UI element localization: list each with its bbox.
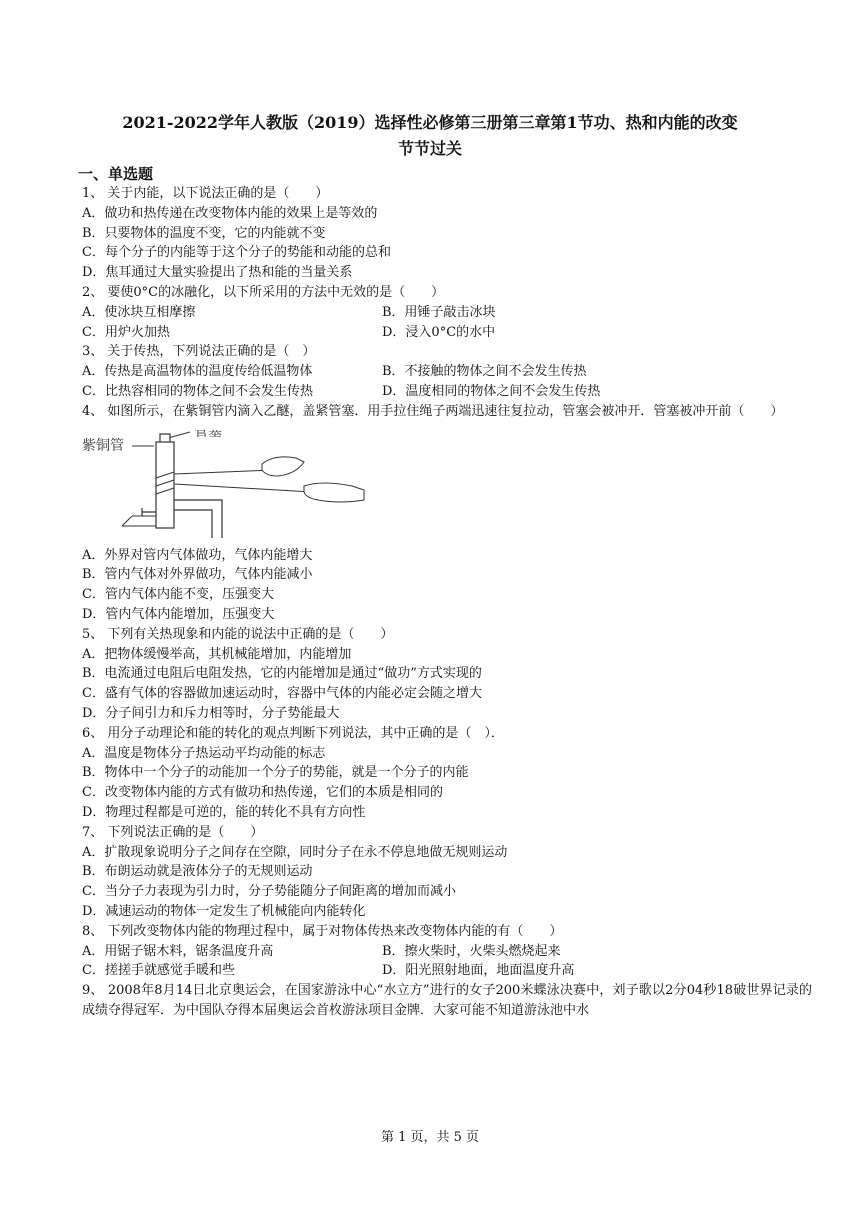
page-footer: 第 1 页，共 5 页 — [380, 1130, 480, 1145]
question-list — [78, 164, 812, 1021]
question-7-stem: 7、 下列说法正确的是（ ） — [82, 824, 264, 840]
question-1-option-b: B．只要物体的温度不变，它的内能就不变 — [82, 225, 326, 241]
question-7-option-d: D．减速运动的物体一定发生了机械能向内能转化 — [82, 903, 366, 919]
question-7-option-c: C．当分子力表现为引力时，分子势能随分子间距离的增加而减小 — [82, 884, 456, 900]
question-4-option-d: D．管内气体内能增加，压强变大 — [82, 606, 275, 622]
question-6-stem: 6、 用分子动理论和能的转化的观点判断下列说法，其中正确的是（ ）． — [82, 725, 504, 741]
question-6-option-b: B．物体中一个分子的动能加一个分子的势能，就是一个分子的内能 — [82, 765, 469, 781]
clamp-base — [122, 516, 156, 526]
section-heading: 一、单选题 — [78, 165, 154, 183]
question-4-option-b: B．管内气体对外界做功，气体内能减小 — [82, 567, 313, 583]
question-7-option-b: B．布朗运动就是液体分子的无规则运动 — [82, 864, 313, 880]
document-title — [60, 110, 800, 162]
question-4-option-a: A．外界对管内气体做功，气体内能增大 — [82, 547, 313, 563]
title-line-1: 2021-2022学年人教版（2019）选择性必修第三册第三章第1节功、热和内能的改变 — [122, 113, 738, 132]
question-8-option-a: A．用锯子锯木料，锯条温度升高 — [82, 943, 274, 959]
figure-label-copper-tube: 紫铜管 — [82, 437, 124, 454]
figure-label-plug: 管塞 — [194, 429, 222, 440]
question-6-option-d: D．物理过程都是可逆的，能的转化不具有方向性 — [82, 804, 366, 820]
question-3-options-row-1 — [82, 362, 812, 382]
question-8-option-d: D．阳光照射地面，地面温度升高 — [382, 963, 575, 979]
question-8-options-row-2 — [82, 961, 812, 981]
question-9-stem: 9、 2008年8月14日北京奥运会，在国家游泳中心“水立方”进行的女子200米蝶泳决赛中，刘子歌以2分04秒18破世界记录的成绩夺得冠军．为中国队夺得本届奥运会首枚游泳项目金牌．大家可能不知道游泳池中水 — [82, 983, 812, 1018]
question-8-option-c: C．搓搓手就感觉手暖和些 — [82, 963, 235, 979]
question-1-option-c: C．每个分子的内能等于这个分子的势能和动能的总和 — [82, 245, 391, 261]
question-2-option-a: A．使冰块互相摩擦 — [82, 304, 196, 320]
question-1-stem: 1、 关于内能，以下说法正确的是（ ） — [82, 186, 329, 201]
question-3-stem: 3、 关于传热，下列说法正确的是（ ） — [82, 344, 316, 360]
question-8-options-row-1 — [82, 942, 812, 962]
question-4-stem: 4、 如图所示，在紫铜管内滴入乙醚，盖紧管塞．用手拉住绳子两端迅速往复拉动，管塞会被冲开．管塞被冲开前（ ） — [82, 403, 784, 419]
question-3-option-c: C．比热容相同的物体之间不会发生传热 — [82, 383, 313, 399]
hand-icon — [304, 483, 364, 502]
question-3-option-b: B．不接触的物体之间不会发生传热 — [382, 364, 587, 380]
question-7-option-a: A．扩散现象说明分子之间存在空隙，同时分子在永不停息地做无规则运动 — [82, 844, 508, 860]
clamp-stand — [174, 500, 222, 538]
question-1-option-a: A．做功和热传递在改变物体内能的效果上是等效的 — [82, 205, 378, 221]
rope-strand — [174, 470, 272, 474]
question-5-option-a: A．把物体缓慢举高，其机械能增加，内能增加 — [82, 646, 352, 662]
title-line-2: 节节过关 — [397, 139, 462, 158]
clamp-screw — [142, 508, 156, 516]
question-1-option-d: D．焦耳通过大量实验提出了热和能的当量关系 — [82, 265, 353, 281]
question-3-options-row-2 — [82, 382, 812, 402]
question-5-option-d: D．分子间引力和斥力相等时，分子势能最大 — [82, 705, 340, 721]
question-6-option-a: A．温度是物体分子热运动平均动能的标志 — [82, 745, 326, 761]
question-2-stem: 2、 要使0°C的冰融化，以下所采用的方法中无效的是（ ） — [82, 284, 445, 300]
question-5-option-c: C．盛有气体的容器做加速运动时，容器中气体的内能必定会随之增大 — [82, 686, 482, 702]
copper-tube-figure — [82, 430, 372, 538]
question-3-option-a: A．传热是高温物体的温度传给低温物体 — [82, 364, 313, 380]
question-5-stem: 5、 下列有关热现象和内能的说法中正确的是（ ） — [82, 626, 394, 642]
question-2-option-d: D．浸入0°C的水中 — [382, 324, 496, 340]
question-8-option-b: B．擦火柴时，火柴头燃烧起来 — [382, 943, 561, 959]
question-3-option-d: D．温度相同的物体之间不会发生传热 — [382, 383, 601, 399]
hand-icon — [262, 456, 304, 475]
question-6-option-c: C．改变物体内能的方式有做功和热传递，它们的本质是相同的 — [82, 785, 443, 801]
question-4-option-c: C．管内气体内能不变，压强变大 — [82, 587, 274, 603]
question-5-option-b: B．电流通过电阻后电阻发热，它的内能增加是通过“做功”方式实现的 — [82, 666, 482, 682]
question-2-option-c: C．用炉火加热 — [82, 324, 170, 340]
question-8-stem: 8、 下列改变物体内能的物理过程中，属于对物体传热来改变物体内能的有（ ） — [82, 923, 563, 939]
question-2-options-row-2 — [82, 323, 812, 343]
question-2-options-row-1 — [82, 303, 812, 323]
question-2-option-b: B．用锤子敲击冰块 — [382, 304, 496, 320]
rope-strand — [174, 484, 312, 492]
label-leader-line — [168, 432, 190, 438]
